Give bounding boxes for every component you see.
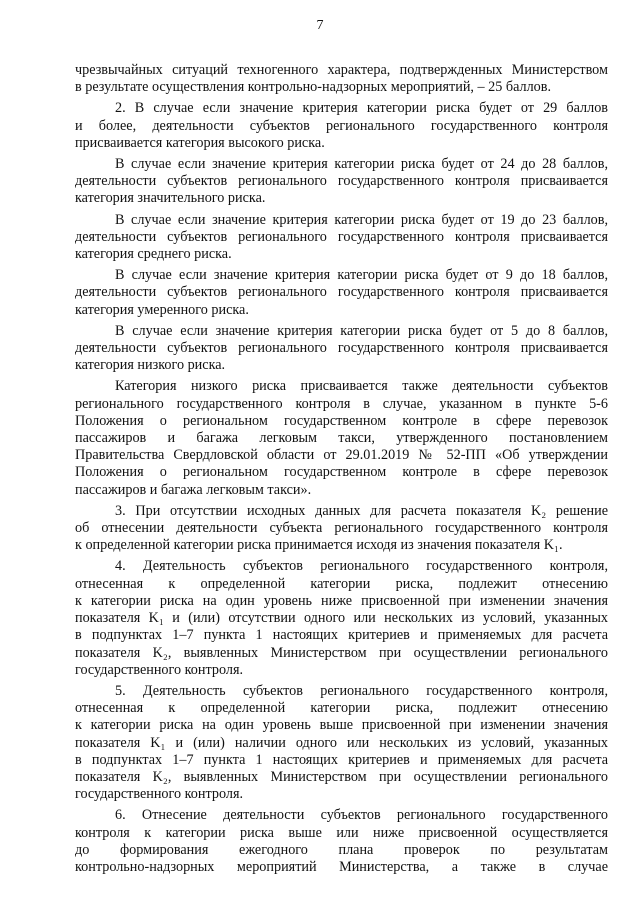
- paragraph: [75, 378, 608, 498]
- text-line: в подпунктах 1–7 пункта 1 настоящих критериев и применяемых для расчета: [75, 751, 608, 768]
- text-line: деятельности субъектов регионального государственного контроля присваивается: [75, 228, 608, 245]
- text-line: Правительства Свердловской области от 29.01.2019 № 52-ПП «Об утверждении: [75, 447, 608, 464]
- text-line: 5. Деятельность субъектов регионального государственного контроля,: [115, 682, 608, 699]
- paragraph: [75, 558, 608, 678]
- text-line: категория среднего риска.: [75, 246, 232, 263]
- paragraph: [75, 267, 608, 319]
- text-line: отнесенная к определенной категории риска, подлежит отнесению: [75, 700, 608, 717]
- text-line: В случае если значение критерия категории риска будет от 5 до 8 баллов,: [115, 322, 608, 339]
- text-line: деятельности субъектов регионального государственного контроля присваивается: [75, 340, 608, 357]
- paragraph: [75, 156, 608, 208]
- text-line: 2. В случае если значение критерия категории риска будет от 29 баллов: [115, 100, 608, 117]
- text-line: показателя K₁ и (или) отсутствии одного или нескольких из условий, указанных: [75, 610, 608, 627]
- paragraph: [75, 100, 608, 152]
- text-line: регионального государственного контроля в случае, указанном в пункте 5-6: [75, 395, 608, 412]
- page-number: 7: [316, 18, 324, 33]
- text-line: к категории риска на один уровень ниже присвоенной при изменении значения: [75, 592, 608, 609]
- text-line: показателя K₂, выявленных Министерством при осуществлении регионального: [75, 644, 608, 661]
- text-line: категория низкого риска.: [75, 357, 226, 374]
- text-line: показателя K₂, выявленных Министерством при осуществлении регионального: [75, 768, 608, 785]
- text-line: государственного контроля.: [75, 786, 244, 803]
- document-body: [75, 62, 608, 880]
- text-line: категория значительного риска.: [75, 190, 266, 207]
- paragraph: [75, 323, 608, 375]
- text-line: пассажиров и багажа легковым такси, утвержденного постановлением: [75, 430, 608, 447]
- text-line: чрезвычайных ситуаций техногенного характера, подтвержденных Министерством: [75, 62, 608, 78]
- text-line: деятельности субъектов регионального государственного контроля присваивается: [75, 284, 608, 301]
- text-line: В случае если значение критерия категории риска будет от 24 до 28 баллов,: [115, 156, 608, 173]
- text-line: 4. Деятельность субъектов регионального государственного контроля,: [115, 558, 608, 575]
- paragraph: [75, 62, 608, 96]
- text-line: контроля к категории риска выше или ниже присвоенной осуществляется: [75, 824, 608, 841]
- text-line: в подпунктах 1–7 пункта 1 настоящих критериев и применяемых для расчета: [75, 627, 608, 644]
- paragraph: [75, 807, 608, 876]
- text-line: к категории риска на один уровень выше присвоенной при изменении значения: [75, 717, 608, 734]
- text-line: В случае если значение критерия категории риска будет от 9 до 18 баллов,: [115, 267, 608, 284]
- text-line: пассажиров и багажа легковым такси».: [75, 481, 312, 498]
- text-line: к определенной категории риска принимается исходя из значения показателя K₁.: [75, 537, 563, 554]
- text-line: 3. При отсутствии исходных данных для расчета показателя K₂ решение: [115, 502, 608, 519]
- paragraph: [75, 683, 608, 803]
- text-line: до формирования ежегодного плана проверок по результатам: [75, 841, 608, 858]
- paragraph: [75, 503, 608, 555]
- text-line: присваивается категория высокого риска.: [75, 134, 325, 151]
- text-line: 6. Отнесение деятельности субъектов регионального государственного: [115, 807, 608, 824]
- text-line: Категория низкого риска присваивается также деятельности субъектов: [115, 378, 608, 395]
- text-line: В случае если значение критерия категории риска будет от 19 до 23 баллов,: [115, 211, 608, 228]
- paragraph: [75, 212, 608, 264]
- text-line: контрольно-надзорных мероприятий Министерства, а также в случае: [75, 858, 608, 875]
- text-line: Положения о региональном государственном контроле в сфере перевозок: [75, 464, 608, 481]
- text-line: отнесенная к определенной категории риска, подлежит отнесению: [75, 575, 608, 592]
- text-line: государственного контроля.: [75, 661, 244, 678]
- text-line: в результате осуществления контрольно-надзорных мероприятий, – 25 баллов.: [75, 79, 552, 96]
- text-line: деятельности субъектов регионального государственного контроля присваивается: [75, 173, 608, 190]
- text-line: и более, деятельности субъектов регионального государственного контроля: [75, 117, 608, 134]
- text-line: Положения о региональном государственном контроле в сфере перевозок: [75, 412, 608, 429]
- text-line: категория умеренного риска.: [75, 301, 249, 318]
- text-line: показателя K₁ и (или) наличии одного или нескольких из условий, указанных: [75, 734, 608, 751]
- text-line: об отнесении деятельности субъекта регионального государственного контроля: [75, 520, 608, 537]
